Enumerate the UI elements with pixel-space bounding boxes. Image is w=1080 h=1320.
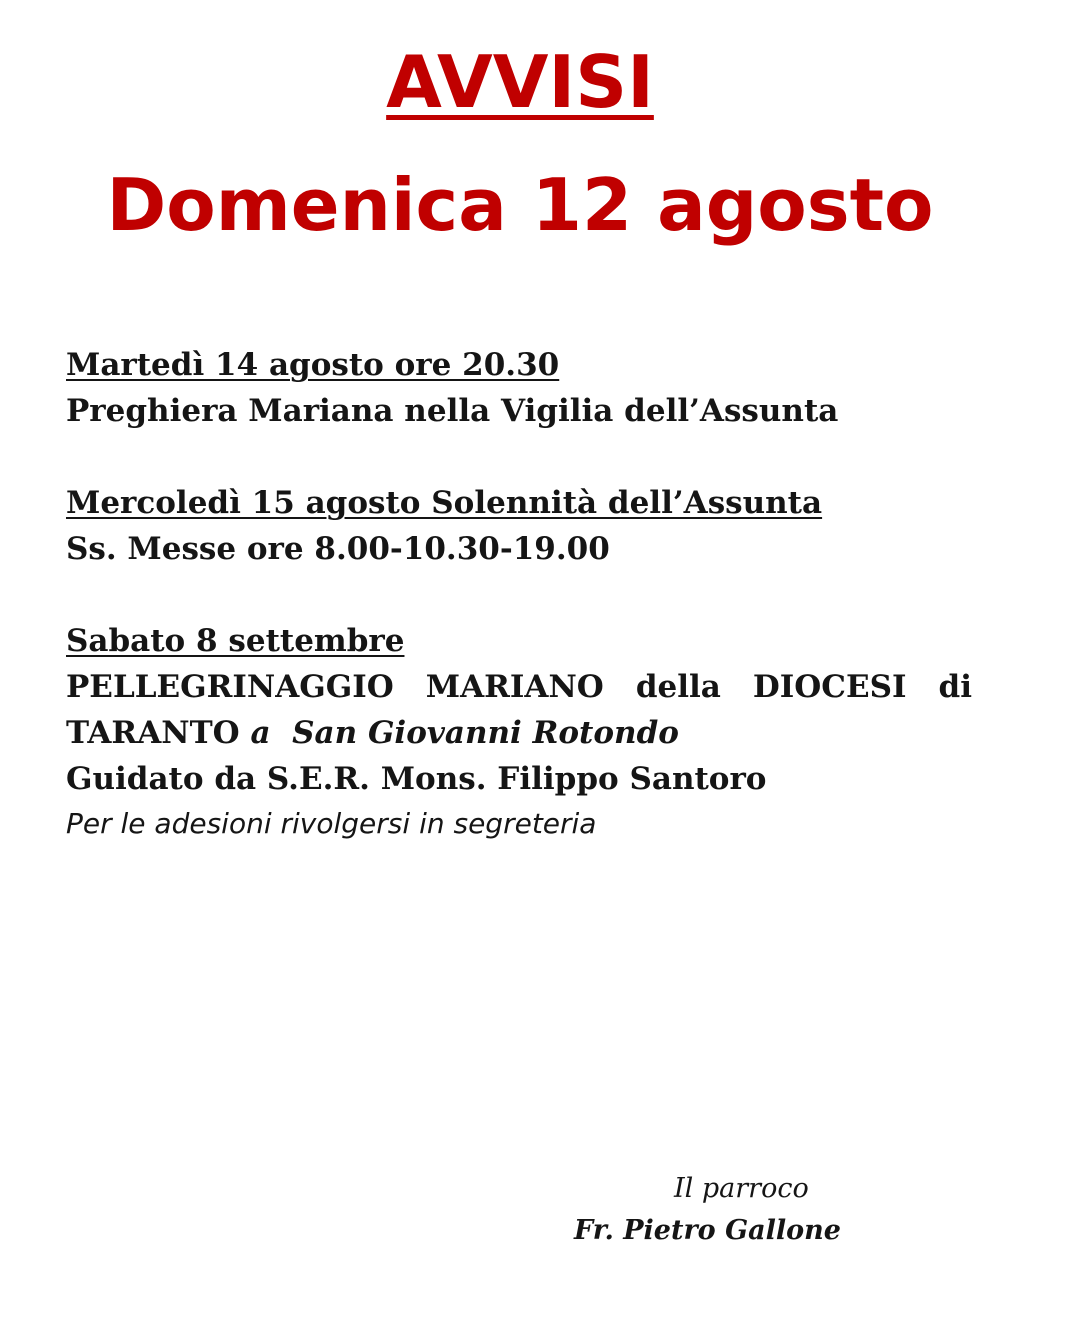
notice-item [66, 618, 976, 846]
notice-word: MARIANO [425, 669, 604, 705]
notice-text [66, 710, 976, 756]
notice-word: DIOCESI [752, 669, 907, 705]
notice-word: della [635, 669, 721, 705]
notice-word: a [250, 715, 271, 751]
notice-text: Preghiera Mariana nella Vigilia dell’Assunta [66, 393, 839, 429]
page-title: AVVISI [386, 40, 654, 124]
notice-heading: Mercoledì 15 agosto Solennità dell’Assunta [66, 485, 823, 521]
notice-text: Ss. Messe ore 8.00-10.30-19.00 [66, 531, 610, 567]
notice-note: Per le adesioni rivolgersi in segreteria [66, 807, 597, 840]
spacer [66, 572, 976, 618]
notice-heading: Sabato 8 settembre [66, 623, 405, 659]
notice-word: TARANTO [66, 715, 240, 751]
signature-block [560, 1168, 870, 1252]
notice-word: di [938, 669, 972, 705]
notice-destination: San Giovanni Rotondo [292, 715, 679, 751]
notice-word: PELLEGRINAGGIO [66, 669, 394, 705]
signature-role: Il parroco [674, 1173, 809, 1204]
notice-text-justified [66, 664, 972, 710]
notice-item [66, 480, 976, 572]
notice-item [66, 342, 976, 434]
notices-list [66, 342, 976, 846]
notice-heading: Martedì 14 agosto ore 20.30 [66, 347, 560, 383]
spacer [66, 434, 976, 480]
signature-name: Fr. Pietro Gallone [574, 1215, 841, 1246]
notice-text: Guidato da S.E.R. Mons. Filippo Santoro [66, 761, 767, 797]
page-date-heading: Domenica 12 agosto [106, 163, 934, 247]
